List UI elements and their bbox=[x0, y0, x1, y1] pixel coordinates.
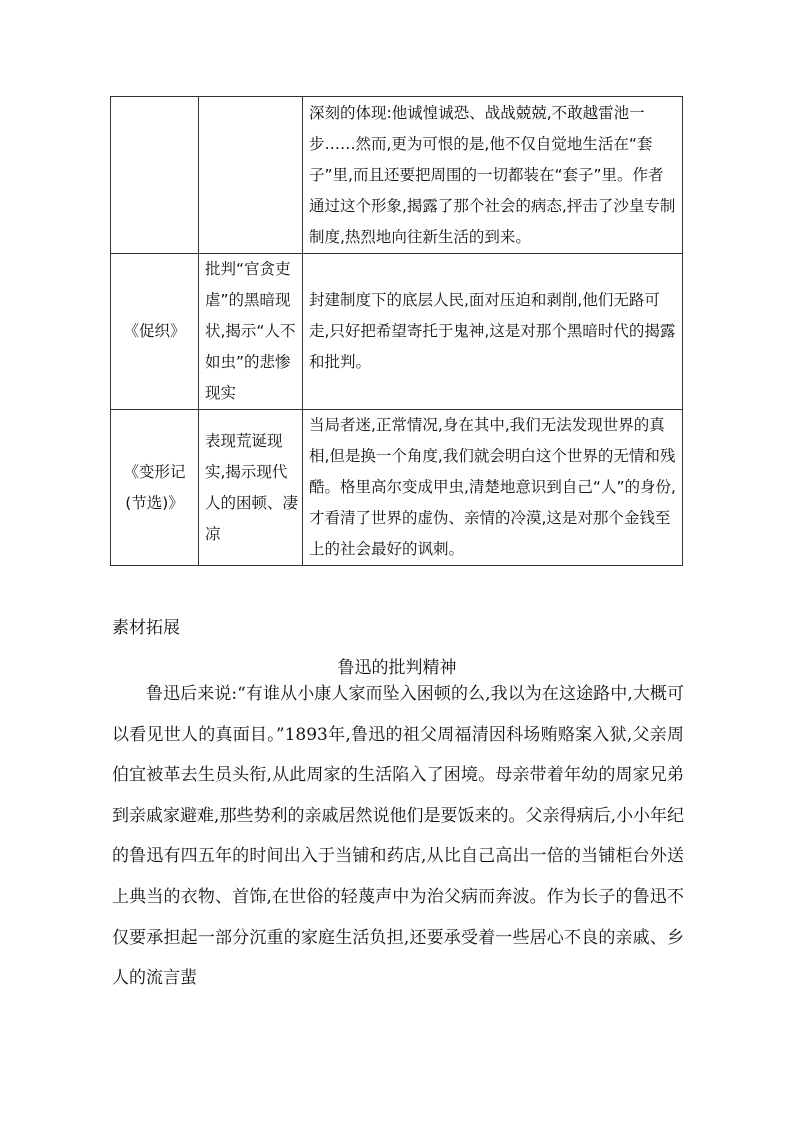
work-theme-cell: 表现荒诞现实,揭示现代人的困顿、凄凉 bbox=[199, 410, 303, 566]
essay-title: 鲁迅的批判精神 bbox=[337, 658, 457, 678]
essay-body: 鲁迅后来说:“有谁从小康人家而坠入困顿的么,我以为在这途路中,大概可以看见世人的真面目。”1893年,鲁迅的祖父周福清因科场贿赂案入狱,父亲周伯宜被革去生员头衔,从此周家的生活陷入了困境。母亲带着年幼的周家兄弟到亲戚家避难,那些势利的亲戚居然说他们是要饭来的。父亲得病后,小小年纪的鲁迅有四五年的时间出入于当铺和药店,从比自己高出一倍的当铺柜台外送上典当的衣物、首饰,在世俗的轻蔑声中为治父病而奔波。作为长子的鲁迅不仅要承担起一部分沉重的家庭生活负担,还要承受着一些居心不良的亲戚、乡人的流言蜚 bbox=[112, 684, 684, 989]
table-row bbox=[111, 97, 683, 254]
literary-works-table bbox=[110, 96, 683, 566]
work-title-cell bbox=[111, 97, 199, 254]
work-analysis-cell: 深刻的体现:他诚惶诚恐、战战兢兢,不敢越雷池一步……然而,更为可恨的是,他不仅自觉地生活在“套子”里,而且还要把周围的一切都装在“套子”里。作者通过这个形象,揭露了那个社会的病态,抨击了沙皇专制制度,热烈地向往新生活的到来。 bbox=[303, 97, 683, 254]
section-heading: 素材拓展 bbox=[112, 618, 180, 638]
work-theme-cell bbox=[199, 97, 303, 254]
table-row bbox=[111, 254, 683, 410]
work-theme-cell: 批判“官贪吏虐”的黑暗现状,揭示“人不如虫”的悲惨现实 bbox=[199, 254, 303, 410]
table-row bbox=[111, 410, 683, 566]
work-title-cell: 《变形记(节选)》 bbox=[111, 410, 199, 566]
work-analysis-cell: 封建制度下的底层人民,面对压迫和剥削,他们无路可走,只好把希望寄托于鬼神,这是对那个黑暗时代的揭露和批判。 bbox=[303, 254, 683, 410]
work-analysis-cell: 当局者迷,正常情况,身在其中,我们无法发现世界的真相,但是换一个角度,我们就会明白这个世界的无情和残酷。格里高尔变成甲虫,清楚地意识到自己“人”的身份,才看清了世界的虚伪、亲情的冷漠,这是对那个金钱至上的社会最好的讽刺。 bbox=[303, 410, 683, 566]
work-title-cell: 《促织》 bbox=[111, 254, 199, 410]
